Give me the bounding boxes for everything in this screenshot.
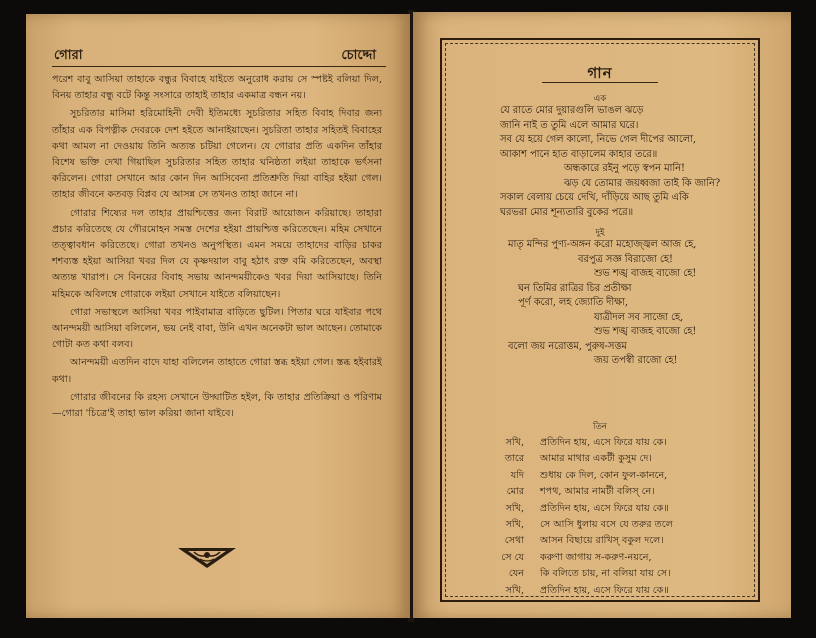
verse-line: শপথ, আমার নামটী বলিস্ নে।: [540, 486, 655, 498]
paragraph: আনন্দময়ী এতদিন বাদে যাহা বলিলেন তাহাতে গোরা স্তব্ধ হইয়া গেল। স্তব্ধ হইবারই কথা।: [52, 357, 382, 385]
verse-line: পূর্ণ করো, লহ জ্যোতি দীক্ষা,: [518, 297, 629, 308]
songs-frame: [440, 38, 760, 602]
song-3-verse: [470, 435, 673, 599]
verse-line: শুধায় কে দিল, কোন ফুল-কাননে,: [540, 469, 668, 481]
verse-line: ঝড় যে তোমার জয়ধ্বজা তাই কি জানি?: [564, 177, 721, 189]
verse-row: [470, 435, 673, 451]
paragraph: গোরার জীবনের কি রহস্য সেখানে উদ্ঘাটিত হইল, কি তাহার প্রতিক্রিয়া ও পরিণাম—গোরা 'চিত্রে'ই তাহা ভাল করিয়া জানা যাইবে।: [52, 391, 382, 420]
verse-line: সব যে হয়ে গেল কালো, নিভে গেল দীপের আলো,: [500, 134, 697, 145]
tailpiece-ornament-icon: [176, 544, 238, 570]
verse-line: করুণা জাগায় স-করুণ-নয়নে,: [540, 551, 652, 563]
verse-speaker: যেন: [508, 568, 524, 580]
verse-line: শুভ শঙ্খ বাজহ বাজো হে!: [594, 268, 697, 279]
paragraph: গোরার শিষ্যের দল তাহার প্রায়শ্চিত্তের জন্য বিরাট আয়োজন করিয়াছে। তাহারা প্রচার করিতেছে যে গৌরমোহন সমস্ত দেশের হইয়া প্রায়শ্চিত্ত করিতেছেন। মহিম সেখানে তত্ত্বাবধান করিতেছে। গোরা তখনও অনুপস্থিত। এমন সময়ে তাহাদের বাড়ির চাকর শশব্যস্ত হইয়া আসিয়া খবর দিল যে কৃষ্ণদয়াল বাবু হঠাৎ রক্ত বমি করিতেছেন, অবস্থা অত্যন্ত খারাপ। সে বিনয়ের বিবাহ সভায় আনন্দময়ীকেও খবর দিয়া আসিয়াছে। তিনি মহিমকে অবিলম্বে গোরাকে লইয়া সেখানে যাইতে বলিয়াছেন।: [52, 207, 382, 300]
verse-speaker: মোর: [506, 486, 524, 498]
song-3-label: তিন: [593, 422, 607, 432]
verse-line: প্রতিদিন হায়, এসে ফিরে যায় কে।: [540, 437, 667, 448]
verse-speaker: সখি,: [505, 584, 524, 596]
verse-line: আকাশ পানে হাত বাড়ালেম কাহার তরে॥: [500, 148, 658, 160]
verse-speaker: সে যে: [501, 551, 524, 563]
verse-line: জয় তপস্বী রাজো হে!: [594, 355, 678, 366]
verse-row: [470, 566, 673, 582]
verse-line: বরপুত্র সজ্ঞ বিরাজো হে!: [578, 253, 673, 265]
verse-line: সকাল বেলায় চেয়ে দেখি, দাঁড়িয়ে আছ তুমি একি: [500, 192, 689, 203]
verse-line: ঘরভরা মোর শূন্যতারি বুকের পরে॥: [500, 206, 634, 218]
verse-speaker: সখি,: [505, 437, 524, 448]
verse-line: বলো জয় নরোত্তম, পুরুষ-সত্তম: [508, 340, 627, 352]
verse-line: আমার মাথার একটী কুসুম দে।: [540, 453, 652, 465]
verse-line: মাতৃ মন্দির পুণ্য-অঙ্গন করো মহোজ্জ্বল আজ হে,: [508, 239, 697, 250]
synopsis-text: [52, 72, 382, 424]
title-divider: [542, 82, 658, 83]
verse-speaker: সেথা: [504, 535, 524, 547]
page-number: চোদ্দো: [341, 48, 376, 63]
right-page: [413, 12, 791, 618]
verse-row: [470, 533, 673, 549]
verse-line: সে আসি ধুলায় বসে যে তরুর তলে: [540, 519, 673, 531]
verse-speaker: সখি,: [505, 519, 524, 531]
verse-line: ঘন তিমির রাত্রির চির প্রতীক্ষা: [518, 282, 632, 294]
song-2-label: দুই: [595, 228, 605, 238]
verse-speaker: যদি: [510, 469, 524, 481]
song-1-label: এক: [593, 94, 607, 104]
verse-line: কি বলিতে চায়, না বলিয়া যায় সে।: [540, 568, 671, 580]
songs-title: গান: [587, 64, 613, 82]
verse-line: জানি নাই ত তুমি এলে আমার ঘরে।: [500, 119, 639, 131]
verse-row: [470, 468, 673, 484]
verse-line: শুভ শঙ্খ বাজহ বাজো হে!: [594, 326, 697, 337]
verse-speaker: সখি,: [505, 502, 524, 514]
paragraph: সুচরিতার মাসিমা হরিমোহিনী দেবী ইতিমধ্যে সুচরিতার সহিত বিবাহ দিবার জন্য তাঁহার এক বিপত্নীক দেবরকে দেশ হইতে আনাইয়াছেন। সুচরিতা তাহার সহিতই বিবাহের কথা আমল না দেওয়ায় তিনি অত্যন্ত চটিয়া গেলেন। যে গোরার প্রতি একদিন তাঁহার বিশেষ ভক্তি দেখা গিয়াছিল সুচরিতার সহিত তাহার ঘনিষ্ঠতা লইয়া তাহাকে ভর্ৎসনা করিলেন। গোরা সেখানে আর কোন দিন আসিবেনা প্রতিশ্রুতি দিয়া বাহির হইয়া গেল। তাহার জীবনে কতবড় বিপ্লব যে আসন্ন সে তখনও তাহা জানে না।: [52, 108, 382, 201]
verse-line: অন্ধকারে রইনু পড়ে স্বপন মানি!: [564, 163, 685, 174]
running-header-title: গোরা: [54, 48, 83, 63]
verse-row: [470, 451, 673, 467]
verse-row: [470, 550, 673, 566]
paragraph: পরেশ বাবু আসিয়া তাহাকে বন্ধুর বিবাহে যাইতে অনুরোধ করায় সে স্পষ্টই বলিয়া দিল, বিনয় তাহার বন্ধু বটে কিন্তু সংসারে তাহাই তাহার একমাত্র বন্ধন নয়।: [52, 74, 382, 102]
verse-line: যাত্রীদল সব সাজো হে,: [594, 311, 684, 323]
left-page: [26, 14, 410, 618]
verse-line: যে রাতে মোর দুয়ারগুলি ভাঙল ঝড়ে: [500, 105, 644, 116]
verse-row: [470, 501, 673, 517]
song-2-verse: [508, 238, 696, 369]
verse-line: আসন বিছায়ে রাখিস্ বকুল দলে।: [540, 535, 664, 547]
verse-line: প্রতিদিন হায়, এসে ফিরে যায় কে॥: [540, 502, 669, 514]
header-divider: [52, 66, 386, 67]
song-1-verse: [500, 104, 720, 220]
verse-speaker: তারে: [504, 453, 524, 465]
verse-row: [470, 583, 673, 599]
verse-row: [470, 484, 673, 500]
paragraph: গোরা সভাস্থলে আসিয়া খবর পাইবামাত্র বাড়িতে ছুটিল। পিতার ঘরে যাইবার পথে আনন্দময়ী আসিয়া বলিলেন, ভয় নেই বাবা, উনি এখন অনেকটা ভাল আছেন। তোমাকে গোটা কত কথা বলব।: [52, 306, 382, 351]
verse-row: [470, 517, 673, 533]
verse-line: প্রতিদিন হায়, এসে ফিরে যায় কে॥: [540, 584, 669, 596]
